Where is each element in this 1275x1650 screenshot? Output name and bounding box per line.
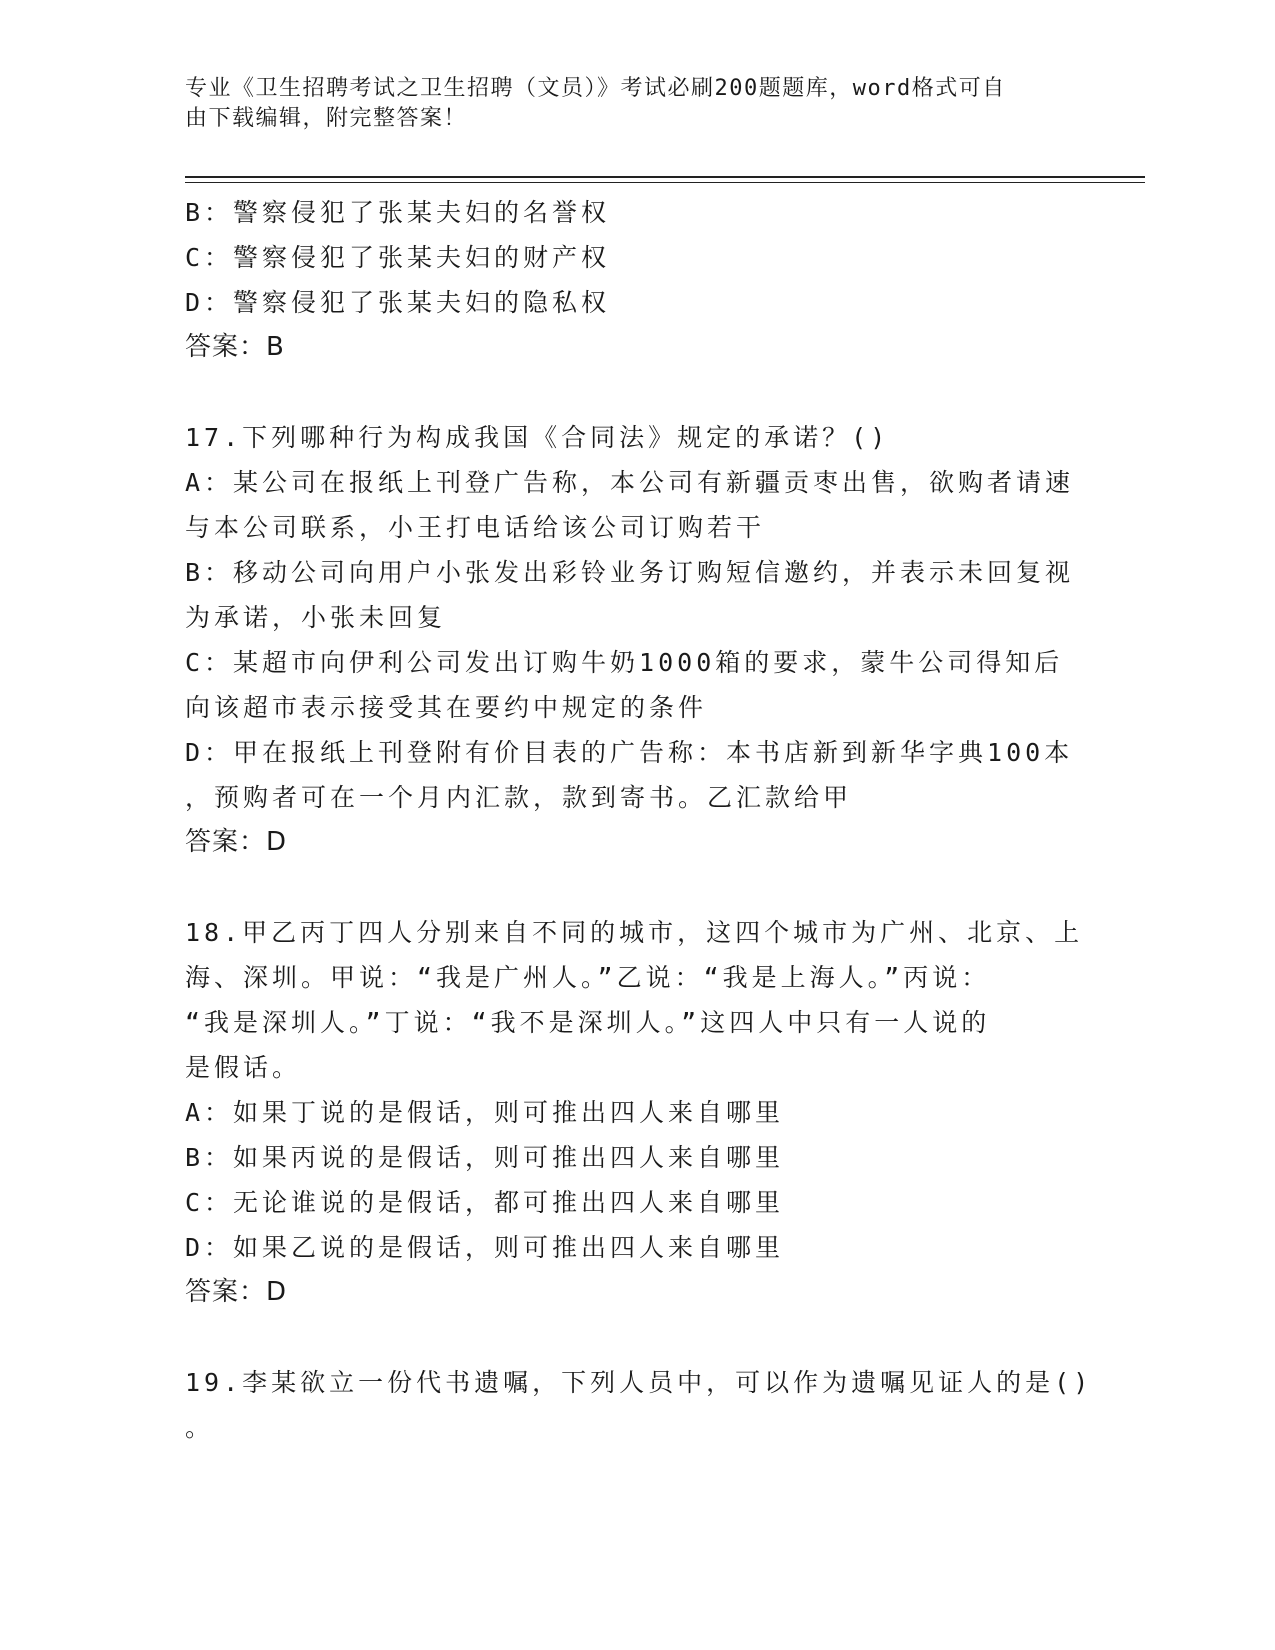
header-divider-thick: [185, 176, 1145, 178]
question-stem-continued: 海、深圳。甲说：“我是广州人。”乙说：“我是上海人。”丙说：: [185, 963, 991, 992]
question-18: [185, 910, 1084, 1315]
answer-line: 答案：B: [185, 332, 285, 362]
option-c-continued: 向该超市表示接受其在要约中规定的条件: [185, 693, 708, 722]
question-stem: 18.甲乙丙丁四人分别来自不同的城市，这四个城市为广州、北京、上: [185, 918, 1084, 947]
header-line-2: 由下载编辑，附完整答案！: [185, 106, 468, 131]
spacer: [185, 1315, 1065, 1360]
question-stem-continued: 。: [185, 1413, 215, 1442]
option-c: C：警察侵犯了张某夫妇的财产权: [185, 243, 611, 272]
option-b: B：警察侵犯了张某夫妇的名誉权: [185, 198, 611, 227]
header-divider-thin: [185, 182, 1145, 183]
option-a: A：如果丁说的是假话，则可推出四人来自哪里: [185, 1098, 785, 1127]
option-d: D：如果乙说的是假话，则可推出四人来自哪里: [185, 1233, 785, 1262]
question-stem: 19.李某欲立一份代书遗嘱，下列人员中，可以作为遗嘱见证人的是(): [185, 1368, 1093, 1397]
option-d: D：警察侵犯了张某夫妇的隐私权: [185, 288, 611, 317]
option-a: A：某公司在报纸上刊登广告称，本公司有新疆贡枣出售，欲购者请速: [185, 468, 1075, 497]
option-d-continued: ，预购者可在一个月内汇款，款到寄书。乙汇款给甲: [185, 783, 853, 812]
option-b: B：移动公司向用户小张发出彩铃业务订购短信邀约，并表示未回复视: [185, 558, 1075, 587]
document-header: [185, 74, 1055, 134]
option-c: C：某超市向伊利公司发出订购牛奶1000箱的要求，蒙牛公司得知后: [185, 648, 1064, 677]
option-d: D：甲在报纸上刊登附有价目表的广告称：本书店新到新华字典100本: [185, 738, 1074, 767]
question-16: [185, 190, 1065, 370]
question-stem-continued: “我是深圳人。”丁说：“我不是深圳人。”这四人中只有一人说的: [185, 1008, 991, 1037]
answer-line: 答案：D: [185, 1277, 288, 1307]
header-line-1: 专业《卫生招聘考试之卫生招聘（文员）》考试必刷200题题库，word格式可自: [185, 76, 1006, 101]
question-19: [185, 1360, 1093, 1450]
option-b: B：如果丙说的是假话，则可推出四人来自哪里: [185, 1143, 785, 1172]
option-c: C：无论谁说的是假话，都可推出四人来自哪里: [185, 1188, 785, 1217]
question-list: [185, 190, 1093, 1450]
question-stem: 17.下列哪种行为构成我国《合同法》规定的承诺？(): [185, 423, 890, 452]
spacer: [185, 865, 1065, 910]
question-17: [185, 415, 1075, 865]
spacer: [185, 370, 1065, 415]
answer-line: 答案：D: [185, 827, 288, 857]
option-a-continued: 与本公司联系，小王打电话给该公司订购若干: [185, 513, 766, 542]
option-b-continued: 为承诺，小张未回复: [185, 603, 447, 632]
question-stem-continued: 是假话。: [185, 1053, 302, 1082]
